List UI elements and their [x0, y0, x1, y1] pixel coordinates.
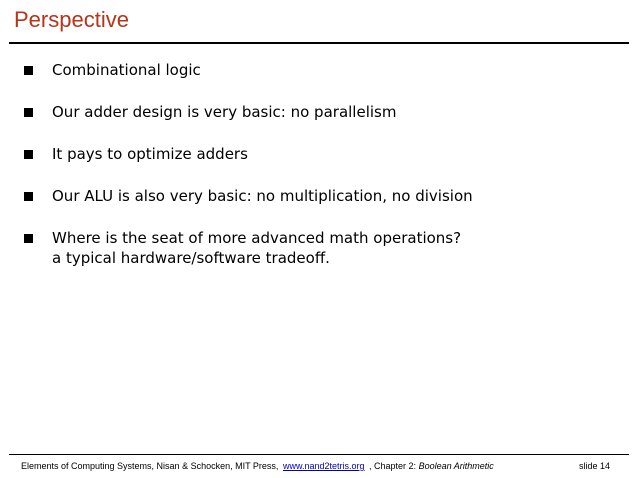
title-divider	[9, 42, 629, 44]
bullet-item	[22, 228, 622, 268]
footer-chapter-prefix: , Chapter 2:	[369, 461, 417, 471]
square-bullet-icon	[24, 192, 33, 201]
square-bullet-icon	[24, 234, 33, 243]
website-link[interactable]: www.nand2tetris.org	[282, 461, 365, 471]
footer-citation	[21, 461, 494, 471]
footer-chapter-name: Boolean Arithmetic	[418, 461, 494, 471]
bullet-item	[22, 60, 622, 102]
footer-divider	[9, 454, 629, 455]
slide-number: slide 14	[579, 461, 611, 471]
bullet-item	[22, 102, 622, 144]
bullet-text-continuation: a typical hardware/software tradeoff.	[52, 249, 330, 267]
bullet-text: Our ALU is also very basic: no multiplication, no division	[52, 187, 473, 205]
bullet-list	[22, 60, 622, 268]
square-bullet-icon	[24, 150, 33, 159]
square-bullet-icon	[24, 66, 33, 75]
bullet-text: Combinational logic	[52, 61, 201, 79]
bullet-item	[22, 144, 622, 186]
footer-source: Elements of Computing Systems, Nisan & Schocken, MIT Press,	[21, 461, 279, 471]
bullet-text: Where is the seat of more advanced math operations?	[52, 229, 462, 247]
bullet-text: It pays to optimize adders	[52, 145, 248, 163]
bullet-text: Our adder design is very basic: no parallelism	[52, 103, 397, 121]
square-bullet-icon	[24, 108, 33, 117]
bullet-item	[22, 186, 622, 228]
slide-title: Perspective	[14, 7, 129, 32]
